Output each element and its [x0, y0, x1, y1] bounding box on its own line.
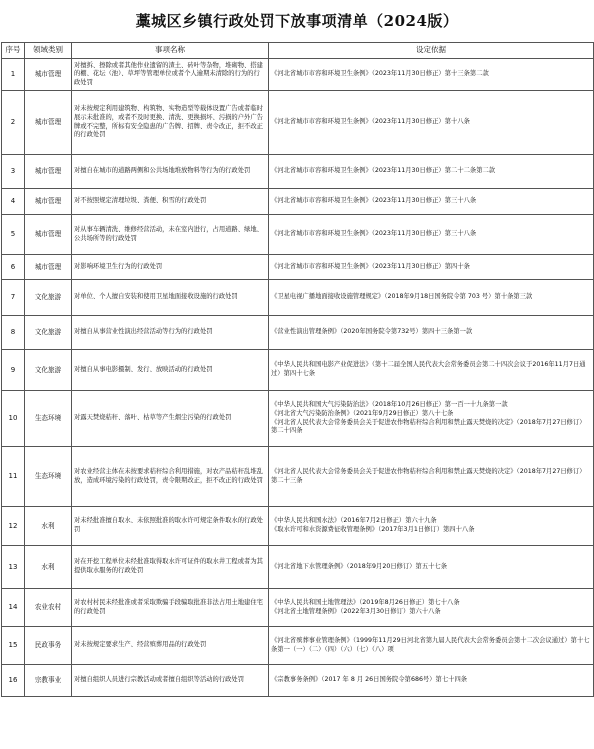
row-category: 水利	[25, 507, 72, 546]
table-row	[2, 546, 594, 589]
row-category: 城市管理	[25, 215, 72, 255]
row-number: 11	[2, 447, 25, 507]
row-legal-basis: 《河北省地下水管理条例》（2018年9月20日修订）第五十七条	[269, 546, 594, 589]
table-row	[2, 215, 594, 255]
row-legal-basis: 《河北省城市市容和环境卫生条例》（2023年11月30日修正）第十三条第二款	[269, 59, 594, 91]
row-category: 宗教事业	[25, 665, 72, 697]
table-row	[2, 316, 594, 350]
row-legal-basis: 《宗教事务条例》（2017 年 8 月 26日国务院令第686号）第七十四条	[269, 665, 594, 697]
header-category: 领域类别	[25, 43, 72, 59]
row-item-name: 对未按规定要求生产、经营殡葬用品的行政处罚	[72, 627, 269, 665]
row-number: 15	[2, 627, 25, 665]
row-category: 文化旅游	[25, 350, 72, 391]
row-number: 1	[2, 59, 25, 91]
row-item-name: 对在开挖工程单位未经批准取得取水许可证件的取水井工程或者为其提供取水服务的行政处罚	[72, 546, 269, 589]
row-item-name: 对未按规定利用建筑物、构筑物、实物造型等载体设置广告或者临时展示未批准的，或者不及时更换、清洗、更换损坏、污损的户外广告牌或不完整，所标有安全隐患的广告牌、招牌、责令改正，拒不改正的行政处罚	[72, 91, 269, 155]
table-row	[2, 447, 594, 507]
row-item-name: 对从事车辆清洗、维修经营活动，未在室内进行，占用道路、绿地、公共场所等的行政处罚	[72, 215, 269, 255]
row-item-name: 对未经批准擅自取水、未依照批准的取水许可规定条件取水的行政处罚	[72, 507, 269, 546]
table-row	[2, 189, 594, 215]
table-row	[2, 155, 594, 189]
table-row	[2, 627, 594, 665]
row-category: 城市管理	[25, 255, 72, 280]
table-row	[2, 91, 594, 155]
table-row	[2, 59, 594, 91]
table-header-row	[2, 43, 594, 59]
row-number: 5	[2, 215, 25, 255]
row-item-name: 对擅自在城市的道路两侧和公共场地堆放物料等行为的行政处罚	[72, 155, 269, 189]
row-item-name: 对影响环境卫生行为的行政处罚	[72, 255, 269, 280]
row-category: 生态环境	[25, 391, 72, 447]
document-title: 藁城区乡镇行政处罚下放事项清单（2024版）	[135, 12, 459, 30]
row-number: 2	[2, 91, 25, 155]
table-row	[2, 665, 594, 697]
row-number: 13	[2, 546, 25, 589]
row-number: 3	[2, 155, 25, 189]
row-item-name: 对农村村民未经批准或者采取欺骗手段骗取批准非法占用土地建住宅的行政处罚	[72, 589, 269, 627]
row-category: 水利	[25, 546, 72, 589]
row-item-name: 对单位、个人擅自安装和使用卫星地面接收设施的行政处罚	[72, 280, 269, 316]
row-number: 7	[2, 280, 25, 316]
row-category: 农业农村	[25, 589, 72, 627]
row-number: 8	[2, 316, 25, 350]
row-legal-basis: 《中华人民共和国土地管理法》（2019年8月26日修正）第七十八条 《河北省土地管理条例》（2022年3月30日修订）第六十八条	[269, 589, 594, 627]
row-legal-basis: 《卫星电视广播地面接收设施管理规定》（2018年9月18日国务院令第 703 号）第十条第三款	[269, 280, 594, 316]
row-category: 文化旅游	[25, 316, 72, 350]
row-legal-basis: 《中华人民共和国水法》（2016年7月2日修正）第六十九条 《取水许可和水资源费征收管理条例》（2017年3月1日修订）第四十八条	[269, 507, 594, 546]
row-category: 民政事务	[25, 627, 72, 665]
row-legal-basis: 《中华人民共和国电影产业促进法》（第十二届全国人民代表大会常务委员会第二十四次会议于2016年11月7日通过）第四十七条	[269, 350, 594, 391]
row-item-name: 对擅自组织人员进行宗教活动或者擅自组织等活动的行政处罚	[72, 665, 269, 697]
row-number: 9	[2, 350, 25, 391]
row-legal-basis: 《河北省人民代表大会常务委员会关于促进农作物秸秆综合利用和禁止露天焚烧的决定》（2018年7月27日修订）第二十三条	[269, 447, 594, 507]
row-legal-basis: 《河北省城市市容和环境卫生条例》（2023年11月30日修正）第三十八条	[269, 189, 594, 215]
row-item-name: 对不按照规定清理垃圾、粪便、积雪的行政处罚	[72, 189, 269, 215]
row-category: 文化旅游	[25, 280, 72, 316]
row-number: 12	[2, 507, 25, 546]
row-legal-basis: 《河北省城市市容和环境卫生条例》（2023年11月30日修正）第二十二条第二款	[269, 155, 594, 189]
header-item: 事项名称	[72, 43, 269, 59]
header-no: 序号	[2, 43, 25, 59]
row-legal-basis: 《河北省殡葬事业管理条例》（1999年11月29日河北省第九届人民代表大会常务委员会第十二次会议通过）第十七条第一（一）（二）（四）（六）（七）（八）项	[269, 627, 594, 665]
row-item-name: 对擅拆、擦除或者其他作业遗留的渣土、砖叶等杂物，堆砌物、搭建的棚、花坛（池）、草坪等管理单位或者个人逾期未清除的行为的行政处罚	[72, 59, 269, 91]
row-legal-basis: 《中华人民共和国大气污染防治法》（2018年10月26日修正）第一百一十九条第一款 《河北省大气污染防治条例》（2021年9月29日修正）第八十七条 《河北省人民代表大会常务委员会关于促进农作物秸秆综合利用和禁止露天焚烧的决定》（2018年7月27日修订）第二十四条	[269, 391, 594, 447]
table-row	[2, 391, 594, 447]
table-row	[2, 350, 594, 391]
row-category: 城市管理	[25, 59, 72, 91]
table-row	[2, 507, 594, 546]
row-number: 16	[2, 665, 25, 697]
row-category: 城市管理	[25, 155, 72, 189]
table-row	[2, 280, 594, 316]
row-legal-basis: 《营业性演出管理条例》（2020年国务院令第732号）第四十三条第一款	[269, 316, 594, 350]
table-row	[2, 255, 594, 280]
row-legal-basis: 《河北省城市市容和环境卫生条例》（2023年11月30日修正）第四十条	[269, 255, 594, 280]
row-category: 城市管理	[25, 91, 72, 155]
row-item-name: 对农业经营主体在未按要求秸秆综合利用措施，对农产品秸秆乱堆乱放，造成环境污染的行政处罚，责令限期改正，拒不改正的行政处罚	[72, 447, 269, 507]
header-basis: 设定依据	[269, 43, 594, 59]
row-item-name: 对擅自从事营业性演出经营活动等行为的行政处罚	[72, 316, 269, 350]
row-number: 6	[2, 255, 25, 280]
row-category: 生态环境	[25, 447, 72, 507]
row-legal-basis: 《河北省城市市容和环境卫生条例》（2023年11月30日修正）第三十八条	[269, 215, 594, 255]
punishment-items-table	[1, 42, 594, 697]
row-item-name: 对擅自从事电影摄制、发行、放映活动的行政处罚	[72, 350, 269, 391]
row-item-name: 对露天焚烧秸秆、落叶、枯草等产生烟尘污染的行政处罚	[72, 391, 269, 447]
row-legal-basis: 《河北省城市市容和环境卫生条例》（2023年11月30日修正）第十八条	[269, 91, 594, 155]
table-row	[2, 589, 594, 627]
row-number: 14	[2, 589, 25, 627]
row-number: 10	[2, 391, 25, 447]
row-number: 4	[2, 189, 25, 215]
row-category: 城市管理	[25, 189, 72, 215]
